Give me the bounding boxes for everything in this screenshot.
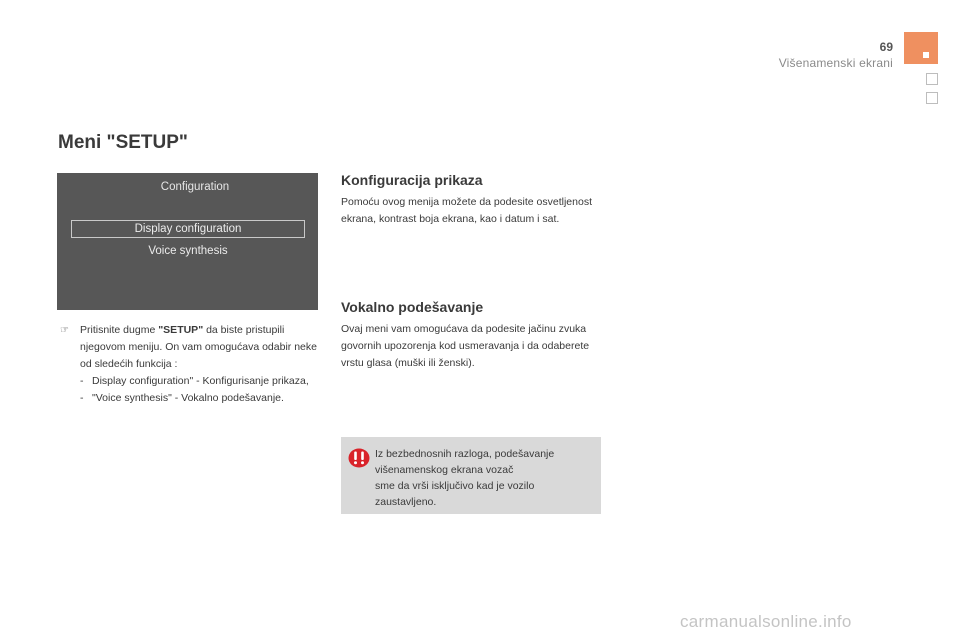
chapter-tab-empty-icon — [926, 92, 938, 104]
section-text-voice-synthesis: Ovaj meni vam omogućava da podesite jačinu zvuka govornih upozorenja kod usmeravanja i da odaberete vrstu glasa (muški ili ženski). — [341, 323, 590, 369]
sub-item-text: "Voice synthesis" - Vokalno podešavanje. — [92, 392, 284, 404]
pointing-hand-icon: ☞ — [60, 325, 69, 336]
setup-screen-illustration — [57, 173, 318, 310]
chapter-tab-active — [904, 32, 938, 64]
warning-line: Iz bezbednosnih razloga, podešavanje — [375, 448, 555, 460]
sub-item-text: Display configuration" - Konfigurisanje prikaza, — [92, 375, 309, 387]
dash-marker: - — [80, 375, 84, 387]
chapter-tab-empty-icon — [926, 73, 938, 85]
exclamation-warning-icon — [348, 447, 370, 469]
instruction-text-prefix: Pritisnite dugme — [80, 324, 159, 336]
section-title: Višenamenski ekrani — [778, 56, 893, 70]
instruction-text-suffix: da biste pristupili njegovom meniju. On vam omogućava odabir neke od sledećih funkcija : — [80, 324, 317, 370]
screen-menu-item-display-configuration: Display configuration — [71, 220, 305, 238]
section-heading-display-configuration: Konfiguracija prikaza — [341, 172, 483, 188]
instructions-block — [60, 322, 320, 407]
warning-line: višenamenskog ekrana vozač — [375, 464, 514, 476]
warning-text — [375, 446, 597, 510]
warning-line: zaustavljeno. — [375, 496, 437, 508]
page-number: 69 — [879, 40, 893, 54]
section-heading-voice-synthesis: Vokalno podešavanje — [341, 299, 484, 315]
instruction-bullet — [60, 322, 320, 373]
dash-marker: - — [80, 392, 84, 404]
screen-menu-item-voice-synthesis: Voice synthesis — [148, 245, 228, 257]
instruction-sub-item — [60, 390, 320, 407]
setup-button-label: "SETUP" — [158, 324, 204, 336]
page-title: Meni "SETUP" — [58, 132, 188, 153]
warning-line: sme da vrši isključivo kad je vozilo — [375, 480, 535, 492]
chapter-tab-marker-icon — [923, 52, 929, 58]
watermark: carmanualsonline.info — [680, 612, 852, 631]
section-text-display-configuration: Pomoću ovog menija možete da podesite osvetljenost ekrana, kontrast boja ekrana, kao i datum i sat. — [341, 196, 592, 225]
instruction-sub-item — [60, 373, 320, 390]
screen-title: Configuration — [160, 181, 230, 193]
